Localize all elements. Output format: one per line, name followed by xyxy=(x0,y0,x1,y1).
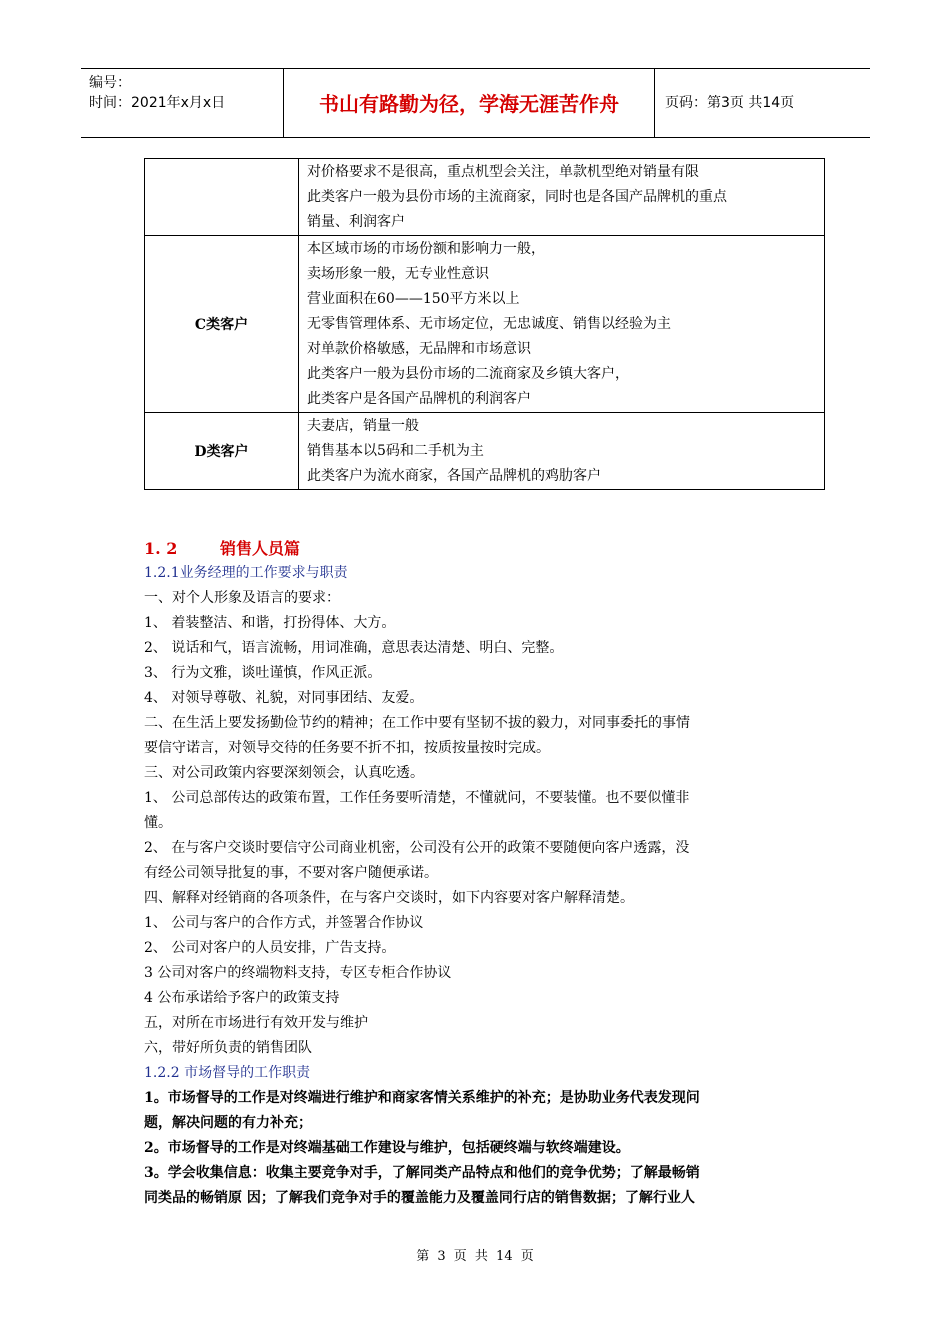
body-line: 1、 公司总部传达的政策布置，工作任务要听清楚，不懂就问，不要装懂。也不要似懂非 xyxy=(144,790,690,806)
body-line: 3、 行为文雅，谈吐谨慎，作风正派。 xyxy=(144,665,382,681)
class-label xyxy=(145,159,299,236)
header-page-info: 页码：第3页 共14页 xyxy=(665,95,795,111)
number-label: 编号： xyxy=(89,75,131,91)
description-line: 卖场形象一般，无专业性意识 xyxy=(307,266,489,282)
class-label: C类客户 xyxy=(145,236,299,413)
body-line: 1。市场督导的工作是对终端进行维护和商家客情关系维护的补充；是协助业务代表发现问 xyxy=(144,1090,700,1106)
document-body xyxy=(144,536,812,1211)
body-line: 3。学会收集信息：收集主要竞争对手，了解同类产品特点和他们的竞争优势；了解最畅销 xyxy=(144,1165,700,1181)
body-line: 三、对公司政策内容要深刻领会，认真吃透。 xyxy=(144,765,424,781)
description-line: 营业面积在60——150平方米以上 xyxy=(307,291,520,307)
description-line: 本区域市场的市场份额和影响力一般， xyxy=(307,241,545,257)
description-line: 此类客户是各国产品牌机的利润客户 xyxy=(307,391,531,407)
class-description xyxy=(299,236,825,413)
customer-class-table xyxy=(144,158,825,490)
body-line: 题，解决问题的有力补充； xyxy=(144,1115,312,1131)
body-line: 3 公司对客户的终端物料支持，专区专柜合作协议 xyxy=(144,965,452,981)
class-description xyxy=(299,159,825,236)
table-row xyxy=(145,236,825,413)
class-label: D类客户 xyxy=(145,413,299,490)
body-line: 2、 说话和气，语言流畅，用词准确，意思表达清楚、明白、完整。 xyxy=(144,640,564,656)
body-line: 有经公司领导批复的事，不要对客户随便承诺。 xyxy=(144,865,438,881)
subsection-heading: 1.2.2 市场督导的工作职责 xyxy=(144,1065,311,1081)
section-title: 销售人员篇 xyxy=(220,539,301,558)
header-divider xyxy=(654,69,655,137)
description-line: 对单款价格敏感，无品牌和市场意识 xyxy=(307,341,531,357)
description-line: 此类客户一般为县份市场的主流商家，同时也是各国产品牌机的重点 xyxy=(307,189,727,205)
description-line: 销售基本以5码和二手机为主 xyxy=(307,443,484,459)
body-line: 二、在生活上要发扬勤俭节约的精神；在工作中要有坚韧不拔的毅力，对同事委托的事情 xyxy=(144,715,690,731)
description-line: 对价格要求不是很高，重点机型会关注，单款机型绝对销量有限 xyxy=(307,164,699,180)
body-line: 五，对所在市场进行有效开发与维护 xyxy=(144,1015,368,1031)
body-line: 1、 公司与客户的合作方式，并签署合作协议 xyxy=(144,915,424,931)
body-line: 六，带好所负责的销售团队 xyxy=(144,1040,312,1056)
header-meta xyxy=(89,73,225,113)
class-description xyxy=(299,413,825,490)
time-label: 时间：2021年x月x日 xyxy=(89,95,226,111)
body-line: 同类品的畅销原 因；了解我们竞争对手的覆盖能力及覆盖同行店的销售数据；了解行业人 xyxy=(144,1190,695,1206)
body-line: 2、 在与客户交谈时要信守公司商业机密，公司没有公开的政策不要随便向客户透露，没 xyxy=(144,840,690,856)
subsection-heading: 1.2.1业务经理的工作要求与职责 xyxy=(144,565,348,581)
table-row xyxy=(145,413,825,490)
table-row xyxy=(145,159,825,236)
description-line: 此类客户为流水商家，各国产品牌机的鸡肋客户 xyxy=(307,468,601,484)
body-line: 4 公布承诺给予客户的政策支持 xyxy=(144,990,340,1006)
body-line: 一、对个人形象及语言的要求： xyxy=(144,590,340,606)
page-header xyxy=(81,68,870,138)
section-heading xyxy=(144,536,812,561)
section-number: 1. 2 xyxy=(144,539,178,558)
body-line: 1、 着装整洁、和谐，打扮得体、大方。 xyxy=(144,615,396,631)
description-line: 夫妻店，销量一般 xyxy=(307,418,419,434)
description-line: 销量、利润客户 xyxy=(307,214,405,230)
header-motto: 书山有路勤为径，学海无涯苦作舟 xyxy=(319,92,619,116)
page-footer: 第 3 页 共 14 页 xyxy=(416,1249,534,1264)
body-line: 要信守诺言，对领导交待的任务要不折不扣，按质按量按时完成。 xyxy=(144,740,550,756)
body-line: 四、解释对经销商的各项条件，在与客户交谈时，如下内容要对客户解释清楚。 xyxy=(144,890,634,906)
body-line: 2。市场督导的工作是对终端基础工作建设与维护，包括硬终端与软终端建设。 xyxy=(144,1140,630,1156)
body-line: 懂。 xyxy=(144,815,172,831)
body-line: 2、 公司对客户的人员安排，广告支持。 xyxy=(144,940,396,956)
description-line: 此类客户一般为县份市场的二流商家及乡镇大客户， xyxy=(307,366,629,382)
description-line: 无零售管理体系、无市场定位，无忠诚度、销售以经验为主 xyxy=(307,316,671,332)
body-line: 4、 对领导尊敬、礼貌，对同事团结、友爱。 xyxy=(144,690,424,706)
